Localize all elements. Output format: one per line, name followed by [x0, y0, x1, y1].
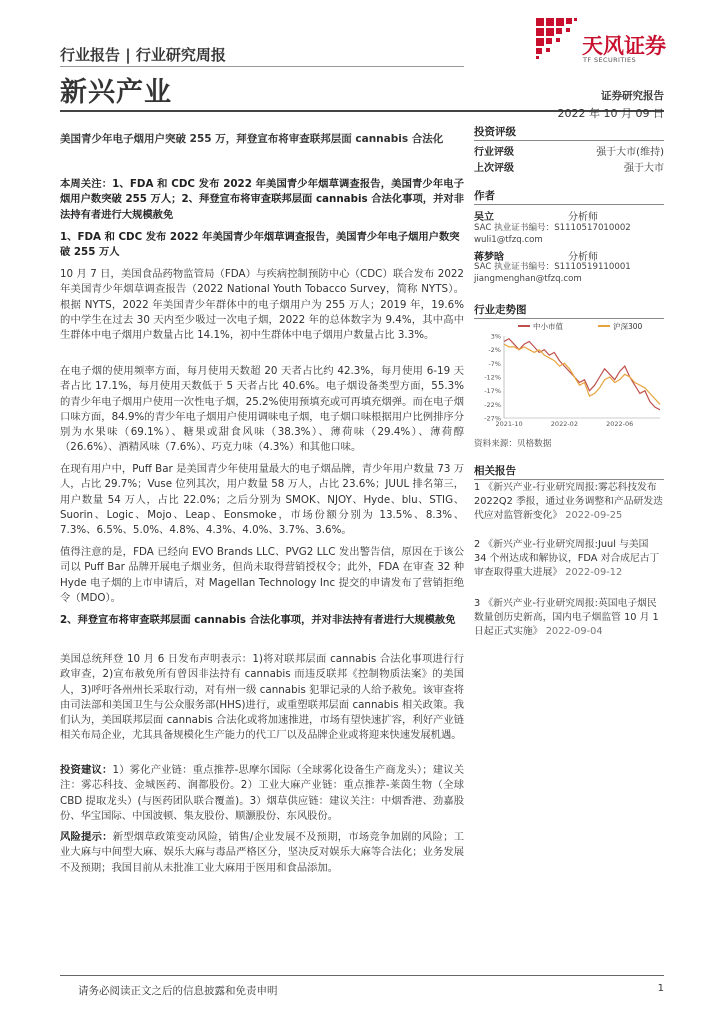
- tf-logo-icon: [534, 16, 580, 62]
- invest-label: 投资建议：: [60, 764, 113, 776]
- focus-label: 本周关注：: [60, 178, 113, 190]
- legend-label: 沪深300: [613, 322, 643, 331]
- footer-rule: [60, 975, 664, 976]
- author-1: 吴立 分析师: [474, 212, 598, 223]
- author-2: 蒋梦晗 分析师: [474, 252, 598, 263]
- legend-label: 中小市值: [533, 322, 563, 331]
- chart-title: 行业走势图: [474, 304, 527, 316]
- y-tick-label: -27%: [484, 414, 501, 423]
- report-subtitle: 美国青少年电子烟用户突破 255 万，拜登宣布将审查联邦层面 cannabis 合法化: [60, 133, 444, 145]
- report-category: 证券研究报告: [601, 90, 664, 102]
- paragraph-1: 10 月 7 日，美国食品药物监管局（FDA）与疾病控制预防中心（CDC）联合发布 2022 年美国青少年烟草调查报告（2022 National Youth Tobacco Survey，简称 NYTS）。根据 NYTS，2022 年美国青少年群体中的电子烟用户为 255 万人；2019 年，19.6% 的中学生在过去 30 天内至少吸过一次电子烟，2022 年的总体数字为 9.4%，其中高中生群体中电子烟用户数量占比 14.1%，初中生群体中电子烟用户数量占比 3.3%。: [60, 268, 464, 342]
- related-report-3[interactable]: 3 《新兴产业-行业研究周报:英国电子烟民数量创历史新高，国内电子烟监管 10 月 1 日起正式实施》 2022-09-04: [474, 598, 659, 638]
- y-tick-label: -12%: [484, 373, 501, 382]
- report-type: 行业报告 | 行业研究周报: [60, 46, 226, 64]
- brand-subtitle: TF SECURITIES: [583, 56, 637, 64]
- page-title: 新兴产业: [60, 77, 172, 108]
- paragraph-4: 值得注意的是，FDA 已经向 EVO Brands LLC、PVG2 LLC 发出警告信，原因在于该公司以 Puff Bar 品牌开展电子烟业务，但尚未取得营销授权令；此外，FDA 在审查 32 种 Hyde 电子烟的上市申请后，对 Magellan Technology Inc 提交的申请发布了营销拒绝令（MDO）。: [60, 546, 464, 604]
- invest-text: 1）雾化产业链：重点推荐-思摩尔国际（全球雾化设备生产商龙头）；建议关注：雾芯科技、金城医药、润都股份。2）工业大麻产业链：重点推荐-莱茵生物（全球 CBD 提取龙头）(与医药团队联合覆盖)。3）烟草供应链：建议关注：中烟香港、劲嘉股份、华宝国际、中国波顿、集友股份、顺灏股份、东风股份。: [60, 764, 465, 822]
- series-line-hs300: [504, 344, 660, 404]
- paragraph-3: 在现有用户中，Puff Bar 是美国青少年使用量最大的电子烟品牌，青少年用户数量 73 万人，占比 29.7%；Vuse 位列其次，用户数量 58 万人，占比 23.6%；JUUL 排名第三，用户数量 54 万人，占比 22.0%；之后分别为 SMOK、NJOY、Hyde、blu、STIG、Suorin、Logic、Mojo、Leap、Eonsmoke，市场份额分别为 13.5%、8.3%、7.3%、6.5%、5.0%、4.8%、4.3%、4.0%、3.7%、3.6%。: [60, 463, 465, 537]
- risk-label: 风险提示：: [60, 831, 113, 843]
- related-report-2[interactable]: 2 《新兴产业-行业研究周报:Juul 与美国 34 个州达成和解协议，FDA 对合成尼古丁审查取得重大进展》 2022-09-12: [474, 539, 660, 579]
- report-date: 2022 年 10 月 09 日: [557, 107, 664, 120]
- brand-name: 天风证券: [582, 34, 666, 58]
- focus-text: 1、FDA 和 CDC 发布 2022 年美国青少年烟草调查报告，美国青少年电子烟用户数突破 255 万人；2、拜登宣布将审查联邦层面 cannabis 合法化事项，并对非法持有者进行大规模赦免: [60, 178, 464, 221]
- y-tick-label: -2%: [488, 346, 501, 355]
- y-tick-label: -22%: [484, 400, 501, 409]
- page-number: 1: [657, 983, 664, 994]
- industry-trend-chart: [474, 318, 664, 434]
- investment-advice: [60, 763, 464, 824]
- author-2-cert: SAC 执业证书编号：S1110519110001: [474, 262, 631, 272]
- authors-title: 作者: [474, 190, 495, 202]
- industry-rating-row: 行业评级 强于大市(维持): [474, 147, 664, 158]
- author-1-email[interactable]: wuli1@tfzq.com: [474, 235, 543, 245]
- x-tick-label: 2022-06: [606, 420, 634, 428]
- paragraph-2: 在电子烟的使用频率方面，每月使用天数超 20 天者占比约 42.3%，每月使用 6-19 天者占比 17.1%，每月使用天数低于 5 天者占比 40.6%。电子烟设备类型方面，55.3%的青少年电子烟用户使用一次性电子烟，25.2%使用预填充或可再填充烟弹。而在电子烟口味方面，84.9%的青少年电子烟用户使用调味电子烟，电子烟口味根据用户比例排序分别为水果味（69.1%）、糖果或甜食风味（38.3%）、薄荷味（29.4%）、薄荷醇（26.6%）、酒精风味（7.6%）、巧克力味（4.3%）和其他口味。: [60, 365, 464, 454]
- section-1-title: 1、FDA 和 CDC 发布 2022 年美国青少年烟草调查报告，美国青少年电子烟用户数突破 255 万人: [60, 231, 460, 259]
- author-1-cert: SAC 执业证书编号：S1110517010002: [474, 223, 631, 233]
- x-tick-label: 2021-10: [495, 420, 523, 428]
- header-rule: [60, 66, 464, 67]
- previous-rating-row: 上次评级 强于大市: [474, 163, 664, 174]
- chart-source: 资料来源：贝格数据: [474, 439, 552, 449]
- paragraph-5: 美国总统拜登 10 月 6 日发布声明表示：1)将对联邦层面 cannabis 合法化事项进行行政审查，2)宣布赦免所有曾因非法持有 cannabis 而违反联邦《控制物质法案》的美国人，3)呼吁各州州长采取行动，对有州一级 cannabis 犯罪记录的人给予赦免。该审查将由司法部和美国卫生与公众服务部(HHS)进行，或重塑联邦层面 cannabis 相关政策。我们认为，美国联邦层面 cannabis 合法化或将加速推进，市场有望快速扩容，利好产业链相关布局企业，尤其具备规模化生产能力的代工厂以及品牌企业或将迎来快速发展机遇。: [60, 653, 464, 742]
- rating-title: 投资评级: [474, 126, 516, 138]
- risk-warning: [60, 830, 464, 876]
- footer-disclaimer: 请务必阅读正文之后的信息披露和免责申明: [78, 985, 278, 997]
- related-report-1[interactable]: 1 《新兴产业-行业研究周报:雾芯科技发布 2022Q2 季报，通过业务调整和产品研发迭代应对监管新变化》 2022-09-25: [474, 482, 663, 522]
- y-tick-label: -7%: [488, 359, 501, 368]
- y-tick-label: -17%: [484, 387, 501, 396]
- related-reports-title: 相关报告: [474, 465, 516, 477]
- author-2-email[interactable]: jiangmenghan@tfzq.com: [474, 274, 582, 284]
- section-2-title: 2、拜登宣布将审查联邦层面 cannabis 合法化事项，并对非法持有者进行大规模赦免: [60, 614, 456, 626]
- x-tick-label: 2022-02: [550, 420, 578, 428]
- focus-paragraph: [60, 177, 464, 223]
- risk-text: 新型烟草政策变动风险，销售/企业发展不及预期，市场竞争加剧的风险；工业大麻与中间型大麻、娱乐大麻与毒品严格区分，坚决反对娱乐大麻等合法化；业务发展不及预期；我国目前从未批准工业大麻用于医用和食品添加。: [60, 831, 465, 874]
- y-tick-label: 3%: [490, 332, 501, 341]
